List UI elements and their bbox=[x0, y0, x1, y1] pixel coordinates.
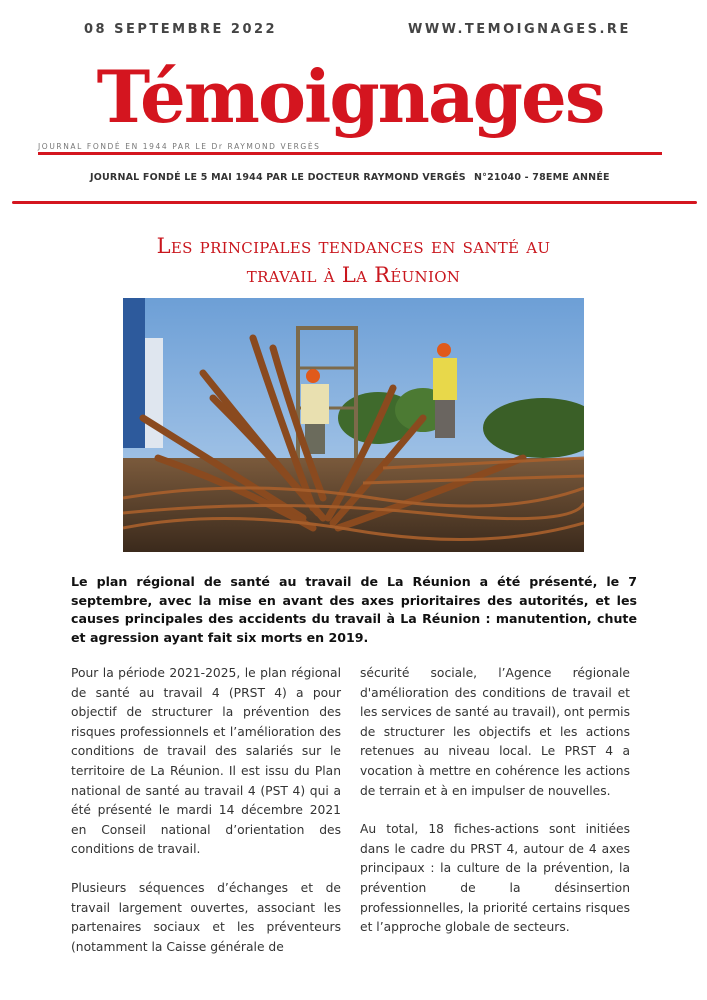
article-column-1 bbox=[71, 664, 341, 976]
paragraph: Pour la période 2021-2025, le plan régional de santé au travail 4 (PRST 4) a pour objectif de structurer la prévention des risques professionnels et l’amélioration des conditions de travail des salariés sur le territoire de La Réunion. Il est issu du Plan national de santé au travail 4 (PST 4) qui a été présenté le mardi 14 décembre 2021 en Conseil national d’orientation des conditions de travail. bbox=[71, 666, 341, 857]
paragraph: Au total, 18 fiches-actions sont initiées dans le cadre du PRST 4, autour de 4 axes principaux : la culture de la prévention, la prévention de la désinsertion professionnelles, la priorité certains risques et l’approche globale de secteurs. bbox=[360, 822, 630, 935]
paragraph: sécurité sociale, l’Agence régionale d'amélioration des conditions de travail et les services de santé au travail), ont permis de structurer les objectifs et les actions retenues au niveau local. Le PRST 4 a vocation à mettre en cohérence les actions de terrain et à en impulser de nouvelles. bbox=[360, 666, 630, 798]
top-bar bbox=[0, 22, 707, 42]
newspaper-logo-title: Témoignages bbox=[96, 54, 604, 139]
article-title-line1: Les principales tendances en santé au bbox=[156, 234, 551, 258]
construction-rebar-image bbox=[123, 298, 584, 552]
founded-note: JOURNAL FONDÉ LE 5 MAI 1944 PAR LE DOCTEUR RAYMOND VERGÉS bbox=[90, 172, 466, 183]
logo-underline bbox=[38, 152, 662, 155]
article-title bbox=[60, 232, 647, 290]
article-title-line2: travail à La Réunion bbox=[246, 263, 461, 287]
website-link[interactable]: WWW.TEMOIGNAGES.RE bbox=[408, 22, 631, 37]
paragraph: Plusieurs séquences d’échanges et de travail largement ouvertes, associant les partenaires sociaux et les préventeurs (notamment la Caisse générale de bbox=[71, 880, 341, 954]
article-photo bbox=[123, 298, 584, 552]
issue-number: N°21040 - 78EME ANNÉE bbox=[474, 172, 610, 183]
article-column-2 bbox=[360, 664, 630, 957]
issue-date: 08 SEPTEMBRE 2022 bbox=[84, 22, 278, 37]
header-divider bbox=[12, 201, 697, 204]
masthead-logo bbox=[38, 55, 662, 157]
logo-tagline: JOURNAL FONDÉ EN 1944 PAR LE Dr RAYMOND VERGÈS bbox=[38, 142, 321, 151]
article-lead: Le plan régional de santé au travail de La Réunion a été présenté, le 7 septembre, avec la mise en avant des axes prioritaires des autorités, et les causes principales des accidents du travail à La Réunion : manutention, chute et agression ayant fait six morts en 2019. bbox=[71, 574, 637, 645]
